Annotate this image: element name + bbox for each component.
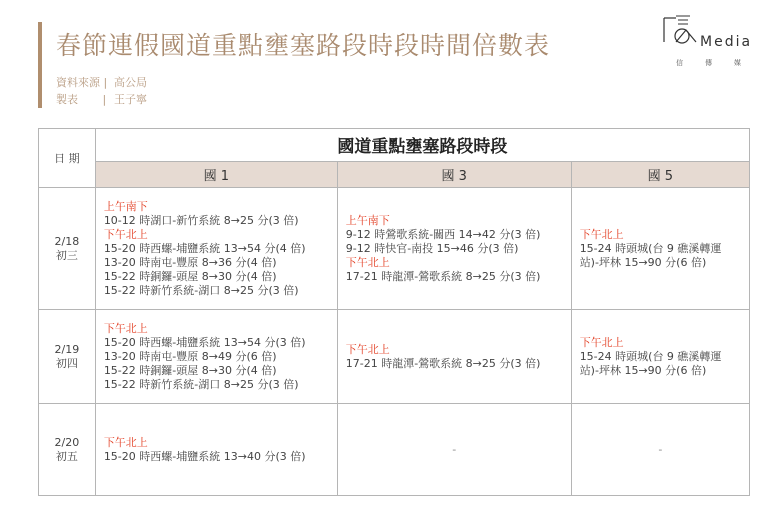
direction-label: 下午北上 [103, 321, 148, 335]
direction-label: 下午北上 [579, 227, 624, 241]
day-value: 初四 [55, 356, 78, 370]
direction-label: 下午北上 [345, 342, 390, 356]
congestion-entry: 15-20 時西螺-埔鹽系統 13→54 分(3 倍) [103, 335, 306, 349]
logo-subtitle [676, 58, 741, 68]
congestion-entry: 15-24 時頭城(台 9 礁溪轉運 [579, 349, 722, 363]
freeway-1-cell [95, 188, 337, 310]
freeway-3-cell [337, 188, 571, 310]
congestion-entry: 17-21 時龍潭-鶯歌系統 8→25 分(3 倍) [345, 356, 541, 370]
page-title: 春節連假國道重點壅塞路段時段時間倍數表 [56, 31, 551, 60]
day-value: 初三 [55, 248, 78, 262]
date-cell [39, 310, 96, 404]
main-header: 國道重點壅塞路段時段 [95, 129, 749, 162]
congestion-entry: 15-20 時西螺-埔鹽系統 13→40 分(3 倍) [103, 449, 306, 463]
table-row [39, 188, 750, 310]
source-label: 資料來源 | [56, 76, 108, 89]
logo-word: Media [700, 34, 753, 50]
date-header: 日 期 [39, 129, 96, 188]
source-value: 高公局 [114, 76, 147, 89]
congestion-entry: 站)-坪林 15→90 分(6 倍) [579, 255, 707, 269]
direction-label: 下午北上 [579, 335, 624, 349]
freeway-5-cell [571, 188, 749, 310]
direction-label: 下午北上 [345, 255, 390, 269]
direction-label: 上午南下 [345, 213, 390, 227]
freeway-5-cell [571, 310, 749, 404]
date-cell [39, 188, 96, 310]
table-row [39, 404, 750, 496]
direction-label: 上午南下 [103, 199, 148, 213]
congestion-entry: 17-21 時龍潭-鶯歌系統 8→25 分(3 倍) [345, 269, 541, 283]
schedule-table [38, 128, 750, 496]
title-accent-bar [38, 22, 42, 108]
congestion-entry: 9-12 時快官-南投 15→46 分(3 倍) [345, 241, 519, 255]
freeway-1-cell [95, 404, 337, 496]
congestion-entry: 10-12 時湖口-新竹系統 8→25 分(3 倍) [103, 213, 299, 227]
logo-sub-char: 媒 [734, 59, 741, 67]
date-value: 2/18 [54, 234, 80, 248]
freeway-3-cell [337, 310, 571, 404]
maker-value: 王子寧 [114, 93, 147, 106]
credits [56, 74, 147, 108]
logo-sub-char: 傳 [705, 59, 712, 67]
congestion-entry: 15-22 時銅鑼-頭屋 8→30 分(4 倍) [103, 269, 277, 283]
congestion-entry: 15-20 時西螺-埔鹽系統 13→54 分(4 倍) [103, 241, 306, 255]
date-cell [39, 404, 96, 496]
direction-label: 下午北上 [103, 227, 148, 241]
congestion-entry: 15-22 時新竹系統-湖口 8→25 分(3 倍) [103, 283, 299, 297]
freeway-3-cell-empty: - [337, 404, 571, 496]
maker-row [56, 91, 147, 108]
day-value: 初五 [55, 449, 78, 463]
source-row [56, 74, 147, 91]
col-header-freeway-3: 國 3 [337, 161, 571, 187]
logo-sub-char: 信 [676, 59, 683, 67]
col-header-freeway-1: 國 1 [95, 161, 337, 187]
congestion-entry: 9-12 時鶯歌系統-關西 14→42 分(3 倍) [345, 227, 541, 241]
congestion-entry: 13-20 時南屯-豐原 8→49 分(6 倍) [103, 349, 277, 363]
congestion-entry: 15-22 時新竹系統-湖口 8→25 分(3 倍) [103, 377, 299, 391]
congestion-entry: 站)-坪林 15→90 分(6 倍) [579, 363, 707, 377]
direction-label: 下午北上 [103, 435, 148, 449]
table-row [39, 310, 750, 404]
maker-label: 製表 | [56, 93, 107, 106]
freeway-1-cell [95, 310, 337, 404]
date-value: 2/19 [54, 342, 80, 356]
col-header-freeway-5: 國 5 [571, 161, 749, 187]
freeway-5-cell-empty: - [571, 404, 749, 496]
congestion-entry: 15-24 時頭城(台 9 礁溪轉運 [579, 241, 722, 255]
congestion-entry: 13-20 時南屯-豐原 8→36 分(4 倍) [103, 255, 277, 269]
date-value: 2/20 [54, 435, 80, 449]
congestion-entry: 15-22 時銅鑼-頭屋 8→30 分(4 倍) [103, 363, 277, 377]
